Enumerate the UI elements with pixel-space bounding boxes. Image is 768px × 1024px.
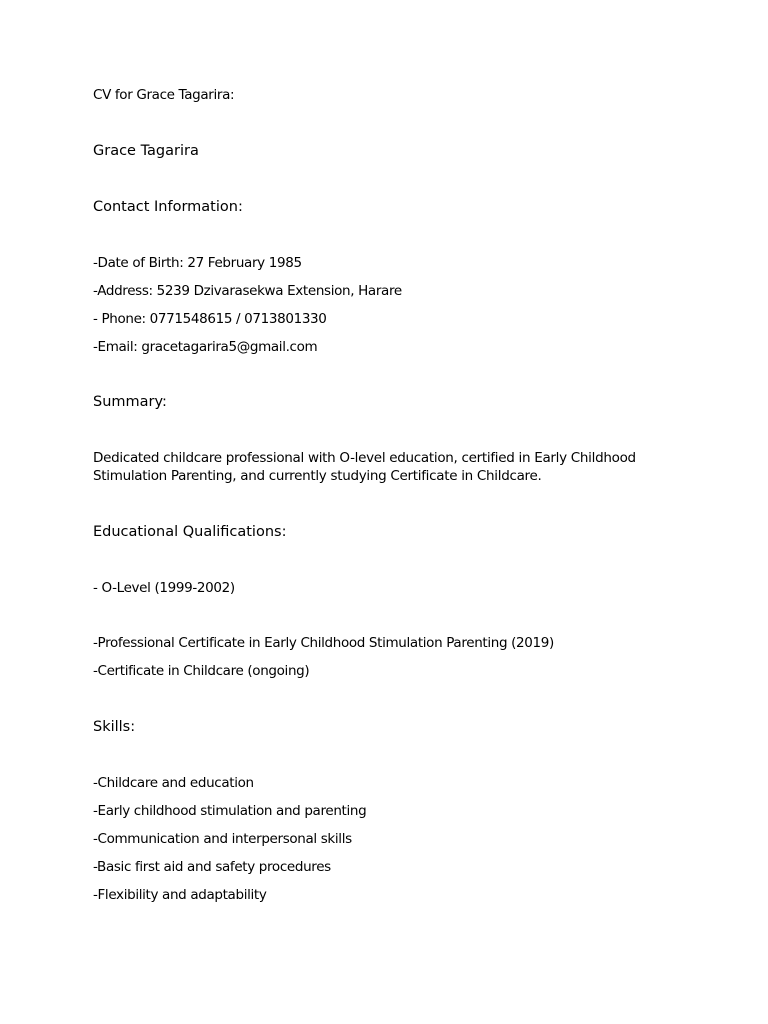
skill-item: -Flexibility and adaptability (93, 887, 267, 903)
contact-dob: -Date of Birth: 27 February 1985 (93, 255, 302, 271)
summary-line-2: Stimulation Parenting, and currently studying Certificate in Childcare. (93, 468, 542, 484)
skill-item: -Basic first aid and safety procedures (93, 859, 331, 875)
contact-heading: Contact Information: (93, 199, 243, 215)
cv-title: CV for Grace Tagarira: (93, 87, 235, 103)
candidate-name: Grace Tagarira (93, 143, 199, 159)
education-item: -Professional Certificate in Early Childhood Stimulation Parenting (2019) (93, 635, 554, 651)
skill-item: -Communication and interpersonal skills (93, 831, 352, 847)
contact-phone: - Phone: 0771548615 / 0713801330 (93, 311, 327, 327)
education-item: - O-Level (1999-2002) (93, 580, 235, 596)
contact-email: -Email: gracetagarira5@gmail.com (93, 339, 318, 355)
summary-line-1: Dedicated childcare professional with O-level education, certified in Early Childhood (93, 450, 636, 466)
education-item: -Certificate in Childcare (ongoing) (93, 663, 310, 679)
education-heading: Educational Qualifications: (93, 524, 287, 540)
skill-item: -Early childhood stimulation and parenting (93, 803, 367, 819)
skill-item: -Childcare and education (93, 775, 254, 791)
summary-paragraph (93, 449, 653, 485)
contact-address: -Address: 5239 Dzivarasekwa Extension, Harare (93, 283, 402, 299)
skills-heading: Skills: (93, 719, 136, 735)
summary-heading: Summary: (93, 394, 167, 410)
